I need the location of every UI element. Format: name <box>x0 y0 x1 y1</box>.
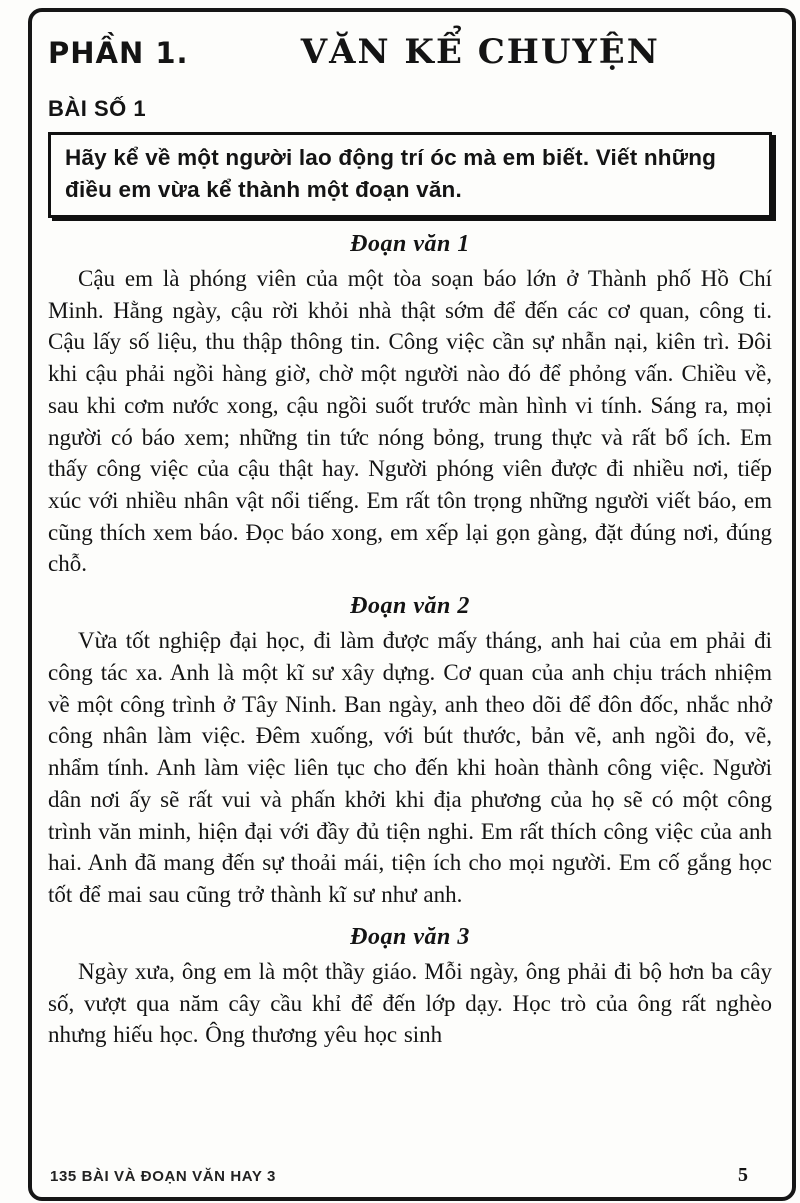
footer-page-number: 5 <box>738 1164 748 1186</box>
footer-book-title: 135 BÀI VÀ ĐOẠN VĂN HAY 3 <box>50 1168 276 1185</box>
part-label: PHẦN 1. <box>48 36 189 70</box>
prompt-box <box>48 132 772 218</box>
section-doan-van-1 <box>48 218 772 580</box>
page-header <box>48 32 772 72</box>
page-footer <box>48 1160 772 1187</box>
section-heading: Đoạn văn 2 <box>350 593 470 620</box>
page-title: VĂN KỂ CHUYỆN <box>300 32 660 72</box>
lesson-label: BÀI SỐ 1 <box>48 96 147 121</box>
section-heading: Đoạn văn 3 <box>350 923 470 950</box>
paragraph-text: Vừa tốt nghiệp đại học, đi làm được mấy tháng, anh hai của em phải đi công tác xa. Anh là một kĩ sư xây dựng. Cơ quan của anh chịu trách nhiệm về một công trình ở Tây Ninh. Ban ngày, anh theo dõi để đôn đốc, nhắc nhở công nhân làm việc. Đêm xuống, với bút thước, bản vẽ, anh ngồi đo, vẽ, nhẩm tính. Anh làm việc liên tục cho đến khi hoàn thành công việc. Người dân nơi ấy sẽ rất vui và phấn khởi khi địa phương của họ sẽ có một công trình văn minh, hiện đại với đầy đủ tiện nghi. Em rất thích công việc của anh hai. Anh đã mang đến sự thoải mái, tiện ích cho mọi người. Em cố gắng học tốt để mai sau cũng trở thành kĩ sư như anh. <box>48 628 772 908</box>
section-doan-van-2 <box>48 580 772 911</box>
section-heading: Đoạn văn 1 <box>350 230 470 257</box>
page-frame <box>28 8 796 1201</box>
paragraph-text: Ngày xưa, ông em là một thầy giáo. Mỗi ngày, ông phải đi bộ hơn ba cây số, vượt qua năm cây cầu khỉ để đến lớp dạy. Học trò của ông rất nghèo nhưng hiếu học. Ông thương yêu học sinh <box>48 958 772 1048</box>
prompt-text: Hãy kể về một người lao động trí óc mà em biết. Viết những điều em vừa kể thành một đoạn văn. <box>65 145 717 202</box>
paragraph-text: Cậu em là phóng viên của một tòa soạn báo lớn ở Thành phố Hồ Chí Minh. Hằng ngày, cậu rời khỏi nhà thật sớm để đến các cơ quan, công ti. Cậu lấy số liệu, thu thập thông tin. Công việc cần sự nhẫn nại, kiên trì. Đôi khi cậu phải ngồi hàng giờ, chờ một người nào đó để phỏng vấn. Chiều về, sau khi cơm nước xong, cậu ngồi suốt trước màn hình vi tính. Sáng ra, mọi người có báo xem; những tin tức nóng bỏng, trung thực và rất bổ ích. Em thấy công việc của cậu thật hay. Người phóng viên được đi nhiều nơi, tiếp xúc với nhiều nhân vật nổi tiếng. Em rất tôn trọng những người viết báo, em cũng thích xem báo. Đọc báo xong, em xếp lại gọn gàng, đặt đúng nơi, đúng chỗ. <box>48 265 772 577</box>
section-doan-van-3 <box>48 911 772 1051</box>
